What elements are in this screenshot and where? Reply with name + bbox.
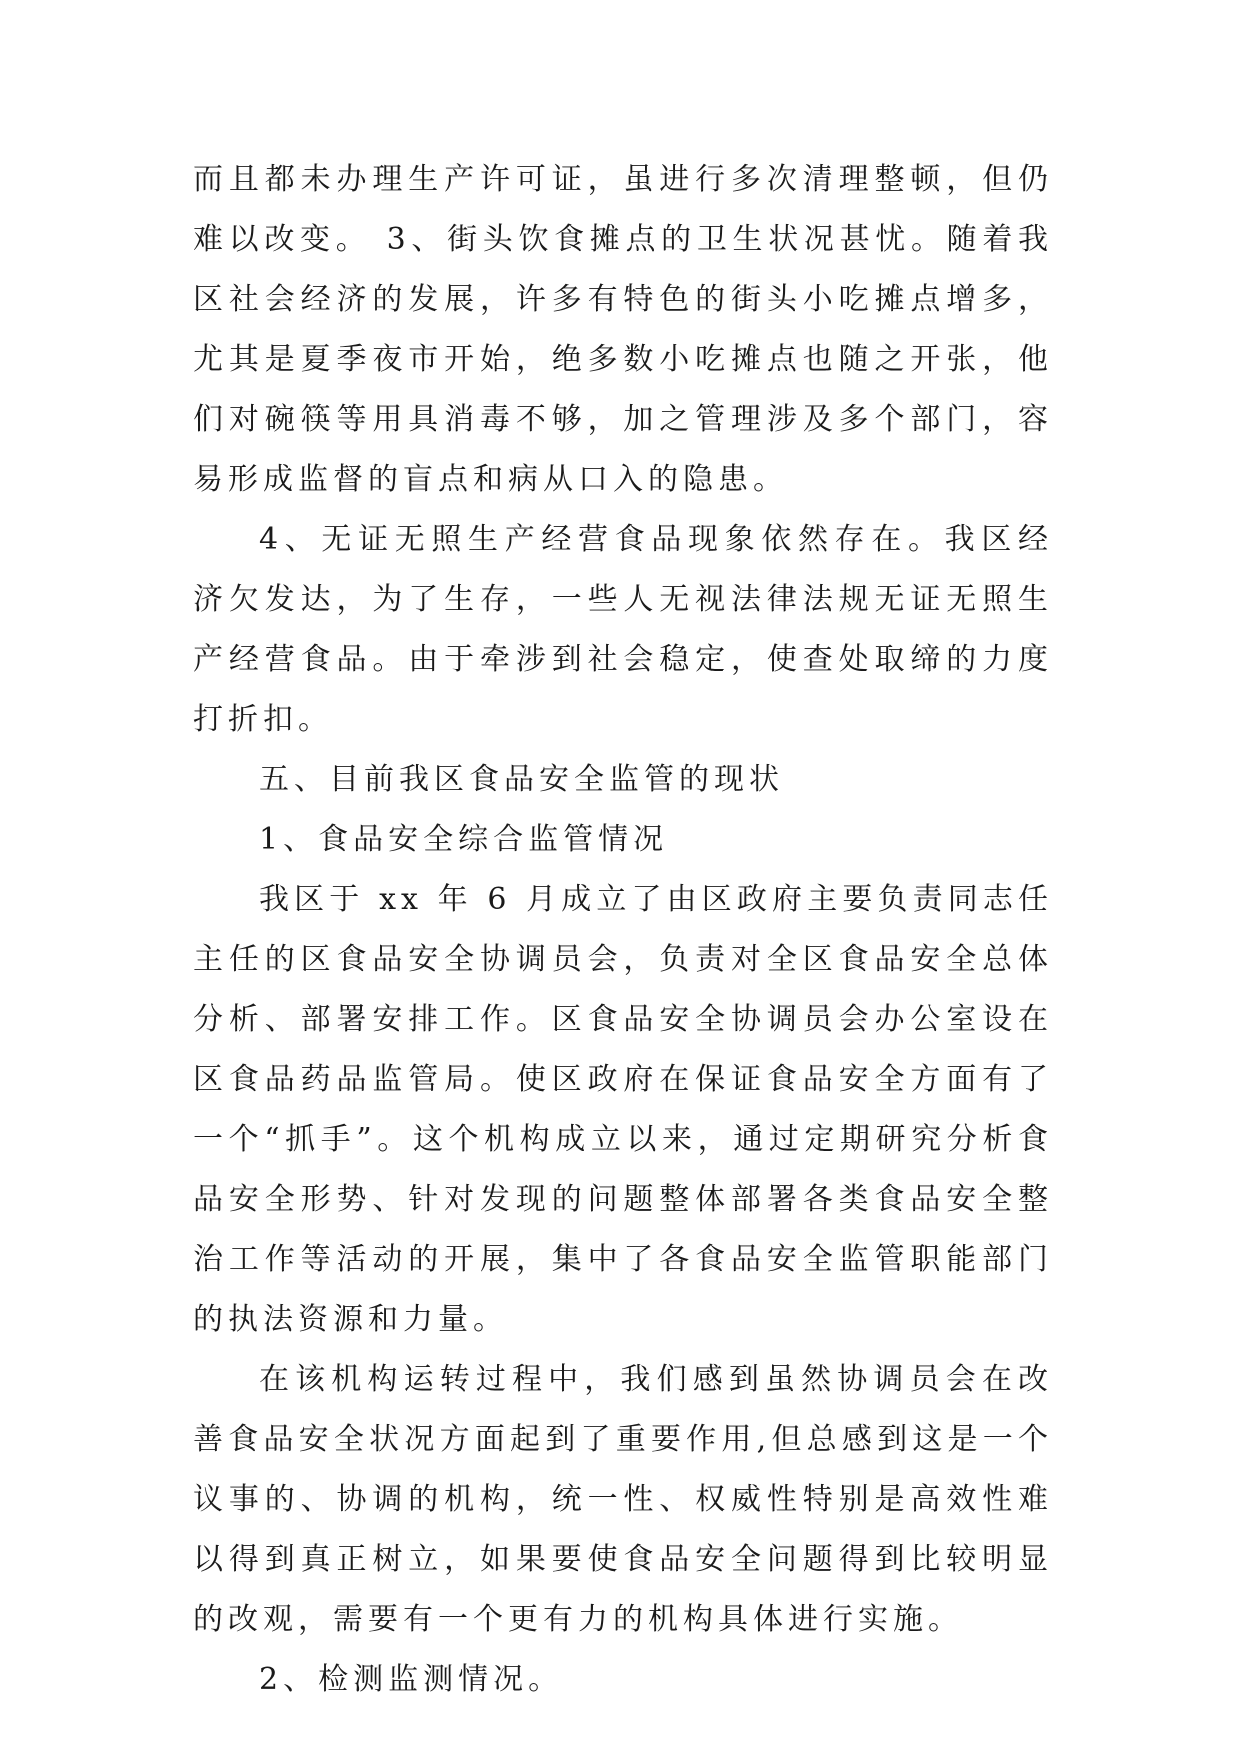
section-heading-current-status: 五、目前我区食品安全监管的现状 <box>259 762 784 797</box>
paragraph-coordination-committee: 我区于 xx 年 6 月成立了由区政府主要负责同志任主任的区食品安全协调员会，负责对全区食品安全总体分析、部署安排工作。区食品安全协调员会办公室设在区食品药品监管局。使区政府在保证食品安全方面有了一个“抓手”。这个机构成立以来，通过定期研究分析食品安全形势、针对发现的问题整体部署各类食品安全整治工作等活动的开展，集中了各食品安全监管职能部门的执法资源和力量。 <box>193 882 1053 1337</box>
paragraph-committee-operation: 在该机构运转过程中，我们感到虽然协调员会在改善食品安全状况方面起到了重要作用,但总感到这是一个议事的、协调的机构，统一性、权威性特别是高效性难以得到真正树立，如果要使食品安全问题得到比较明显的改观，需要有一个更有力的机构具体进行实施。 <box>193 1362 1053 1637</box>
paragraph-continuation: 而且都未办理生产许可证，虽进行多次清理整顿，但仍难以改变。 3、街头饮食摊点的卫生状况甚忧。随着我区社会经济的发展，许多有特色的街头小吃摊点增多，尤其是夏季夜市开始，绝多数小吃摊点也随之开张，他们对碗筷等用具消毒不够，加之管理涉及多个部门，容易形成监督的盲点和病从口入的隐患。 <box>193 162 1053 497</box>
subheading-testing-monitoring: 2、检测监测情况。 <box>259 1662 564 1697</box>
subheading-comprehensive-supervision: 1、食品安全综合监管情况 <box>259 822 669 857</box>
document-page <box>193 150 1053 1710</box>
paragraph-unlicensed-food: 4、无证无照生产经营食品现象依然存在。我区经济欠发达，为了生存，一些人无视法律法规无证无照生产经营食品。由于牵涉到社会稳定，使查处取缔的力度打折扣。 <box>193 522 1053 737</box>
